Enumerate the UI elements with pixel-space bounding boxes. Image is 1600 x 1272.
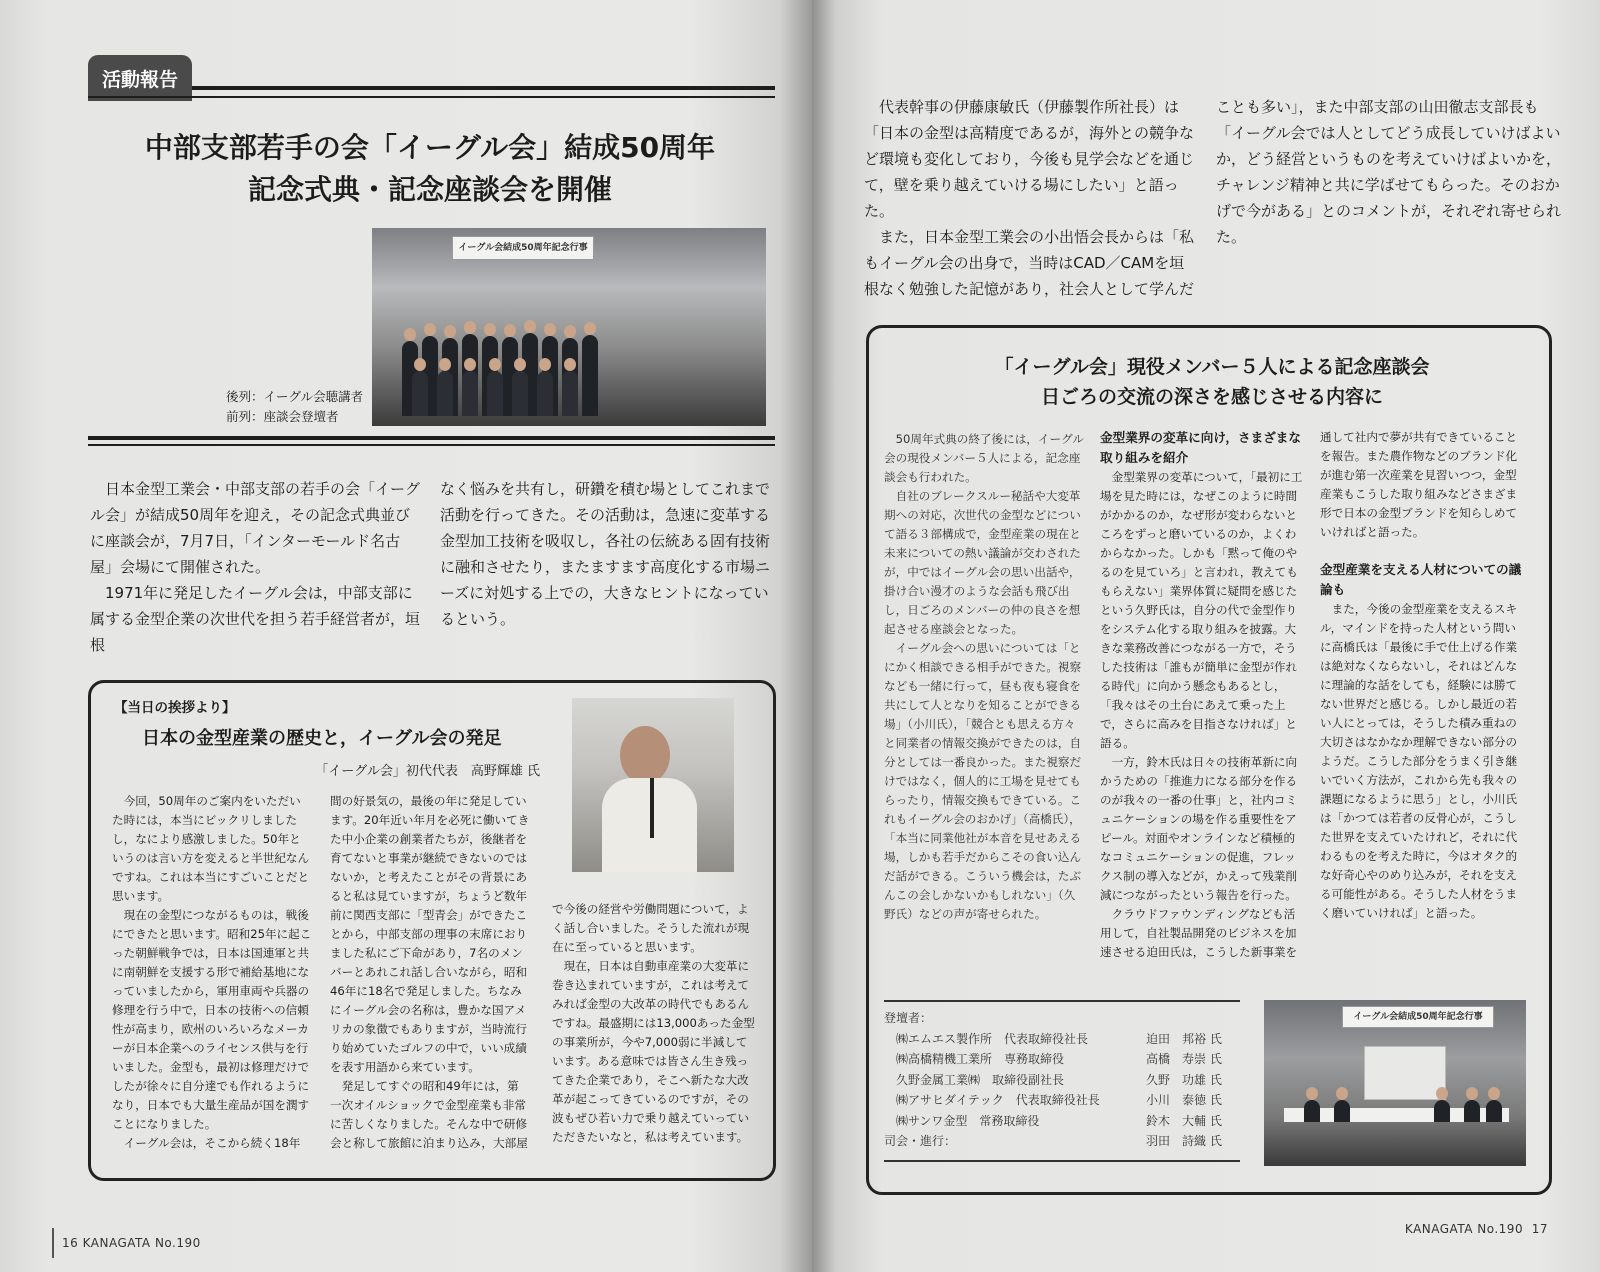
footer-rule	[52, 1228, 54, 1258]
panel-label-text: 登壇者：	[884, 1011, 933, 1025]
page-number: 16	[62, 1236, 79, 1250]
moderator-label: 司会・進行：	[884, 1134, 957, 1148]
magazine-issue: KANAGATA No.190	[1404, 1222, 1524, 1236]
panelist-list	[884, 1008, 1240, 1152]
intro-column-1	[90, 476, 422, 658]
moderator-row	[884, 1131, 1240, 1152]
panelist-name: 高橋 寿崇 氏	[1146, 1052, 1222, 1066]
roundtable-column-2	[1100, 428, 1304, 962]
subheading-human-resources: 金型産業を支える人材についての議論も	[1320, 562, 1522, 597]
page-number: 17	[1531, 1222, 1548, 1236]
panelist-name: 小川 泰徳 氏	[1146, 1093, 1222, 1107]
group-photo	[372, 228, 766, 426]
speaker-photo	[572, 698, 734, 872]
panelist-row	[884, 1070, 1240, 1091]
roundtable-heading-line1: 「イーグル会」現役メンバー５人による記念座談会	[994, 356, 1430, 378]
top-paragraph: また，日本金型工業会の小出悟会長からは「私もイーグル会の出身で，当時はCAD／CAMを垣根なく勉強した記憶があり，社会人として学んだ	[864, 228, 1195, 298]
greeting-label: 【当日の挨拶より】	[114, 700, 236, 716]
panelist-name: 鈴木 大輔 氏	[1146, 1113, 1222, 1128]
top-column-1	[864, 94, 1198, 302]
intro-column-2	[440, 476, 776, 632]
greeting-paragraph: 今回，50周年のご案内をいただいた時には，本当にビックリしましたし，なにより感激しました。50年というのは言い方を変えると半世紀なんですね。これは本当にすごいことだと思います。	[112, 794, 310, 903]
caption-front-row: 前列：座談会登壇者	[226, 409, 339, 424]
roundtable-paragraph: 50周年式典の終了後には，イーグル会の現役メンバー５人による，記念座談会も行われた。	[884, 432, 1084, 484]
roundtable-photo	[1264, 1000, 1526, 1166]
roundtable-paragraph: 一方，鈴木氏は日々の技術革新に向かうための「推進力になる部分を作るのが我々の一番の仕事」と，社内コミュニケーションの場を作る重要性をアピール。対面やオンラインなど積極的なコミュニケーションの促進，フレックス制の導入などが，かえって残業削減につながったという報告を行った。	[1100, 755, 1298, 902]
intro-paragraph: なく悩みを共有し，研鑽を積む場としてこれまで活動を行ってきた。その活動は，急速に変革する金型加工技術を吸収し，各社の伝統ある固有技術に融和させたり，またますます高度化する市場ニーズに対処する上での，大きなヒントになっているという。	[440, 480, 771, 628]
roundtable-paragraph: 自社のブレークスルー秘話や大変革期への対応，次世代の金型などについて語る３部構成で，金型産業の現在と未来についての熱い議論が交わされたが，中ではイーグル会の思い出話や，掛け合い漫才のような会話も飛び出し，日ごろのメンバーの仲の良さを想起させる座談会となった。	[884, 489, 1081, 636]
greeting-column-3	[552, 900, 756, 1147]
greeting-column-2	[330, 792, 530, 1153]
roundtable-paragraph: イーグル会への思いについては「とにかく相談できる相手ができた。視察なども一緒に行って，昼も夜も寝食を共にして人となりを知ることができる場」（小川氏），「競合とも思える方々と同業者の情報交換ができたのは，自分としては一番良かった。また視察だけではなく，個人的に工場を見せてもらったり，情報交換もできている。これもイーグル会のおかげ」（高橋氏），「本当に同業他社が本音を見せあえる場，しかも若手だからこその食い込んだ話ができる。こういう機会は，たぶんこの会しかないかもしれない」（久野氏）などの声が寄せられた。	[884, 641, 1082, 921]
header-rule-thin	[88, 96, 775, 98]
top-paragraph: 代表幹事の伊藤康敏氏（伊藤製作所社長）は「日本の金型は高精度であるが，海外との競争など環境も変化しており，今後も見学会などを通じて，壁を乗り越えていける場にしたい」と語った。	[864, 98, 1195, 220]
panelist-row	[884, 1049, 1240, 1070]
right-page	[812, 0, 1600, 1272]
panel-label	[884, 1008, 1240, 1029]
top-paragraph: ことも多い」，また中部支部の山田徹志支部長も「イーグル会では人としてどう成長していけばよいか，どう経営というものを考えていけばよいかを，チャレンジ精神と共に学ばせてもらった。そのおかげで今がある」とのコメントが，それぞれ寄せられた。	[1216, 98, 1562, 246]
footer-right	[1372, 1222, 1548, 1236]
title-rule	[88, 436, 775, 440]
panelist-company: ㈱サンワ金型 常務取締役	[896, 1113, 1040, 1128]
greeting-paragraph: 現在の金型につながるものは，戦後にできたと思います。昭和25年に起こった朝鮮戦争では，日本は国連軍と共に南朝鮮を支援する形で補給基地になっていましたから，軍用車両や兵器の修理を行う中で，日本の技術への信頼性が高まり，欧州のいろいろなメーカーが日本企業へのライセンス供与を行いました。金型も，最初は修理だけでしたが徐々に自分達でも作れるようになり，日本でも大量生産品が国を潤すことになりました。	[112, 908, 312, 1131]
greeting-paragraph: イーグル会は，そこから続く18年	[123, 1136, 301, 1150]
subheading-industry-change: 金型業界の変革に向け，さまざまな取り組みを紹介	[1100, 430, 1301, 465]
greeting-heading: 日本の金型産業の歴史と，イーグル会の発足	[142, 728, 502, 749]
top-column-2	[1216, 94, 1566, 250]
roundtable-heading	[872, 352, 1552, 412]
intro-paragraph: 1971年に発足したイーグル会は，中部支部に属する金型企業の次世代を担う若手経営者が，垣根	[90, 584, 421, 654]
roundtable-paragraph: 通して社内で夢が共有できていることを報告。また農作物などのブランド化が進む第一次産業を見習いつつ，金型産業もこうした取り組みなどさまざま形で日本の金型ブランドを知らしめていければと語った。	[1320, 430, 1518, 539]
photo-caption	[226, 387, 363, 427]
roundtable-paragraph: 金型業界の変革について，「最初に工場を見た時には，なぜこのように時間がかかるのか，なぜ形が変わらないところをずっと磨いているのか，よくわからなかった。しかも「黙って俺のやるのを見ていろ」と言われ，教えてももらえない」業界体質に疑問を感じたという久野氏は，自分の代で金型作りをシステム化する取り組みを披露。大きな業務改善につながる一方で，そうした技術は「誰もが簡単に金型が作れる時代」に向かう懸念もあるとし，「我々はその土台にあえて乗った上で，さらに高みを目指さなければ」と語る。	[1100, 470, 1303, 750]
panelist-name: 久野 功雄 氏	[1146, 1072, 1222, 1087]
roundtable-column-3	[1320, 428, 1524, 923]
footer-left	[62, 1236, 201, 1250]
moderator-name: 羽田 詩織 氏	[1146, 1134, 1222, 1148]
roundtable-photo-banner: イーグル会結成50周年記念行事	[1342, 1006, 1494, 1028]
panelist-name: 迫田 邦裕 氏	[1146, 1031, 1222, 1046]
article-title-line1: 中部支部若手の会「イーグル会」結成50周年	[144, 131, 716, 164]
roundtable-paragraph: クラウドファウンディングなども活用して，自社製品開発のビジネスを加速させる迫田氏は，こうした新事業を	[1100, 907, 1298, 959]
caption-back-row: 後列：イーグル会聴講者	[226, 389, 364, 404]
panelist-company: ㈱エムエス製作所 代表取締役社長	[896, 1031, 1089, 1046]
panelist-company: ㈱高橋精機工業所 専務取締役	[896, 1052, 1065, 1066]
panelist-row	[884, 1090, 1240, 1111]
roundtable-column-1	[884, 430, 1084, 924]
panelist-company: 久野金属工業㈱ 取締役副社長	[896, 1072, 1065, 1087]
panelist-row	[884, 1029, 1240, 1050]
greeting-paragraph: 発足してすぐの昭和49年には，第一次オイルショックで金型産業も非常に苦しくなりました。そんな中で研修会と称して旅館に泊まり込み，大部屋	[330, 1079, 528, 1150]
category-tag: 活動報告	[88, 55, 192, 101]
panel-rule-bottom	[884, 1160, 1240, 1162]
article-title-line2: 記念式典・記念座談会を開催	[247, 173, 612, 206]
greeting-byline: 「イーグル会」初代代表 高野輝雄 氏	[315, 764, 540, 779]
photo-banner: イーグル会結成50周年記念行事	[452, 236, 594, 260]
greeting-paragraph: で今後の経営や労働問題について，よく話し合いました。そうした流れが現在に至っていると思います。	[552, 902, 750, 954]
greeting-paragraph: 現在，日本は自動車産業の大変革に巻き込まれていますが，これは考えてみれば金型の大改革の時代でもあるんですね。最盛期には13,000あった金型の事業所が，今や7,000弱に半減しています。ある意味では皆さん生き残ってきた企業であり，そこへ新たな大改革が起こってきているのですが，その波もぜひ若い力で乗り越えていっていただきたいなと，私は考えています。	[552, 959, 755, 1144]
greeting-column-1	[112, 792, 312, 1153]
roundtable-paragraph: また，今後の金型産業を支えるスキル，マインドを持った人材という問いに高橋氏は「最後に手で仕上げる作業は絶対なくならないし，それはどんなに理論的な話をしても，経験には勝てない世界だと感じる。しかし最近の若い人にとっては，そうした積み重ねの大切さはなかなか理解できない部分のようだ。こうした部分をうまく引き継いでいく方法が，これから先も我々の課題になるように思う」とし，小川氏は「かつては若者の反骨心が，こうした世界を支えていたけれど，それに代わるものを考えた時に，今はオタク的な好奇心やのめり込みが，それを支える可能性がある。そうした人材をうまく磨いていければ」と語った。	[1320, 602, 1518, 920]
panel-rule-top	[884, 1000, 1240, 1002]
intro-paragraph: 日本金型工業会・中部支部の若手の会「イーグル会」が結成50周年を迎え，その記念式典並びに座談会が，7月7日，「インターモールド名古屋」会場にて開催された。	[90, 480, 421, 576]
roundtable-heading-line2: 日ごろの交流の深さを感じさせる内容に	[1040, 386, 1383, 408]
header-rule	[192, 86, 775, 90]
title-rule-thin	[88, 444, 775, 446]
greeting-paragraph: 間の好景気の，最後の年に発足しています。20年近い年月を必死に働いてきた中小企業の創業者たちが，後継者を育てないと事業が継続できないのではないか，と考えたことがその背景にあると私は見ていますが，ちょうど数年前に関西支部に「型青会」ができたことから，中部支部の理事の末席におりました私にご下命があり，7名のメンバーとあれこれ話し合いながら，昭和46年に18名で発足しました。ちなみにイーグル会の名称は，豊かな国アメリカの象徴でもありますが，当時流行り始めていたゴルフの中で，いい成績を表す用語から来ています。	[330, 794, 530, 1074]
panelist-company: ㈱アサヒダイテック 代表取締役社長	[896, 1093, 1100, 1107]
magazine-issue: KANAGATA No.190	[82, 1236, 201, 1250]
panelist-row	[884, 1111, 1240, 1132]
